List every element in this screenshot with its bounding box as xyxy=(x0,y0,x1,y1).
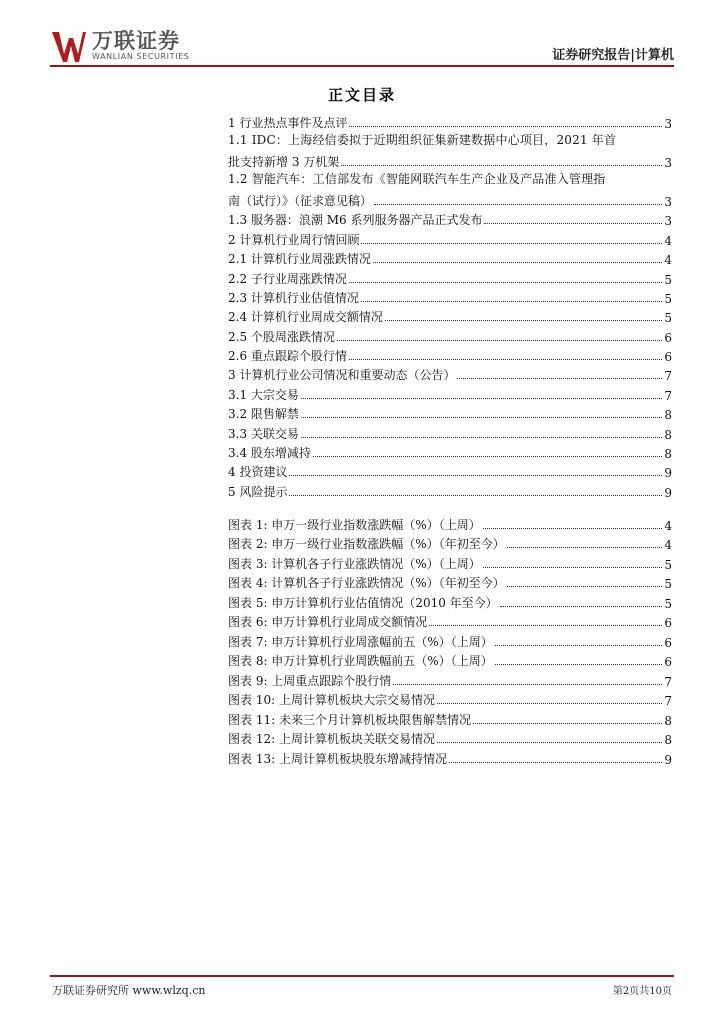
table-of-contents xyxy=(228,112,672,500)
toc-label: 2.2 子行业周涨跌情况 xyxy=(228,271,347,286)
toc-label: 1 行业热点事件及点评 xyxy=(228,116,348,131)
figure-entry[interactable] xyxy=(228,728,672,748)
figure-entry[interactable] xyxy=(228,611,672,631)
figure-leader xyxy=(437,742,662,743)
wanlian-logo-icon xyxy=(52,30,86,64)
toc-page: 5 xyxy=(664,272,672,287)
figure-page: 7 xyxy=(664,694,672,708)
toc-page: 9 xyxy=(664,466,672,481)
figure-label: 图表 13: 上周计算机板块股东增减持情况 xyxy=(228,751,447,766)
figure-page: 5 xyxy=(664,557,672,572)
toc-label: 2.1 计算机行业周涨跌情况 xyxy=(228,252,371,267)
toc-leader xyxy=(337,340,662,341)
toc-entry[interactable] xyxy=(228,190,672,209)
toc-page: 3 xyxy=(664,156,672,171)
toc-page: 8 xyxy=(664,427,672,442)
figure-entry[interactable] xyxy=(228,630,672,650)
toc-entry[interactable] xyxy=(228,151,672,170)
toc-entry-line1[interactable]: 1.2 智能汽车：工信部发布《智能网联汽车生产企业及产品准入管理指 xyxy=(228,172,606,187)
toc-leader xyxy=(349,359,662,360)
toc-leader xyxy=(457,378,662,379)
report-type: 证券研究报告|计算机 xyxy=(552,48,674,63)
toc-entry[interactable] xyxy=(228,112,672,131)
figure-page: 6 xyxy=(664,635,672,650)
figure-label: 图表 1: 申万一级行业指数涨跌幅（%）（上周） xyxy=(228,517,481,532)
toc-label: 2.6 重点跟踪个股行情 xyxy=(228,349,347,364)
figure-leader xyxy=(495,645,663,646)
toc-leader xyxy=(313,456,662,457)
figure-label: 图表 4: 计算机各子行业涨跌情况（%）（年初至今） xyxy=(228,576,505,590)
figure-page: 7 xyxy=(664,674,672,689)
toc-page: 7 xyxy=(664,369,672,384)
figure-entry[interactable] xyxy=(228,708,672,728)
figure-leader xyxy=(393,684,662,685)
toc-leader xyxy=(374,204,662,205)
brand-name-cn: 万联证券 xyxy=(92,29,180,53)
figure-label: 图表 11: 未来三个月计算机板块限售解禁情况 xyxy=(228,712,471,727)
toc-entry[interactable] xyxy=(228,403,672,422)
figure-entry[interactable] xyxy=(228,650,672,670)
figure-label: 图表 6: 申万计算机行业周成交额情况 xyxy=(228,615,428,629)
figure-label: 图表 7: 申万计算机行业周涨幅前五（%）（上周） xyxy=(228,634,493,649)
toc-label: 2.5 个股周涨跌情况 xyxy=(228,329,335,344)
figure-entry[interactable] xyxy=(228,591,672,611)
toc-page: 4 xyxy=(664,253,672,268)
figure-label: 图表 2: 申万一级行业指数涨跌幅（%）（年初至今） xyxy=(228,537,505,551)
figure-page: 5 xyxy=(664,596,672,611)
toc-page: 5 xyxy=(664,291,672,306)
figure-entry[interactable] xyxy=(228,513,672,533)
footer-source: 万联证券研究所 www.wlzq.cn xyxy=(52,984,206,997)
toc-page: 3 xyxy=(664,214,672,229)
figure-leader xyxy=(507,586,663,587)
toc-leader xyxy=(385,320,662,321)
page-number: 第2页共10页 xyxy=(612,986,672,997)
toc-entry[interactable] xyxy=(228,267,672,286)
figure-leader xyxy=(483,567,663,568)
toc-leader xyxy=(289,495,662,496)
toc-entry[interactable] xyxy=(228,422,672,441)
toc-entry[interactable] xyxy=(228,383,672,402)
brand-logo xyxy=(52,30,189,64)
list-of-figures xyxy=(228,513,672,767)
toc-page: 3 xyxy=(664,117,672,132)
header-divider xyxy=(50,65,674,67)
figure-label: 图表 3: 计算机各子行业涨跌情况（%）（上周） xyxy=(228,556,481,571)
figure-entry[interactable] xyxy=(228,669,672,689)
figure-label: 图表 10: 上周计算机板块大宗交易情况 xyxy=(228,693,435,707)
toc-entry-line1[interactable]: 1.1 IDC：上海经信委拟于近期组织征集新建数据中心项目，2021 年首 xyxy=(228,133,617,148)
figure-leader xyxy=(429,625,662,626)
brand-name-en: WANLIAN SECURITIES xyxy=(92,52,190,61)
toc-entry[interactable] xyxy=(228,306,672,325)
figure-label: 图表 5: 申万计算机行业估值情况（2010 年至今） xyxy=(228,595,498,610)
figure-page: 6 xyxy=(664,616,672,630)
figure-page: 8 xyxy=(664,733,672,747)
toc-page: 8 xyxy=(664,447,672,462)
toc-label: 1.3 服务器：浪潮 M6 系列服务器产品正式发布 xyxy=(228,213,483,228)
figure-page: 6 xyxy=(664,655,672,669)
figure-label: 图表 9: 上周重点跟踪个股行情 xyxy=(228,673,392,688)
toc-label: 2 计算机行业周行情回顾 xyxy=(228,232,360,247)
toc-entry[interactable] xyxy=(228,442,672,461)
toc-entry[interactable] xyxy=(228,480,672,499)
toc-page: 6 xyxy=(664,350,672,365)
figure-entry[interactable] xyxy=(228,572,672,592)
figure-page: 5 xyxy=(664,577,672,591)
toc-label: 3.3 关联交易 xyxy=(228,426,299,441)
toc-page: 5 xyxy=(664,311,672,326)
toc-leader xyxy=(301,437,662,438)
toc-page: 3 xyxy=(664,194,672,209)
figure-label: 图表 8: 申万计算机行业周跌幅前五（%）（上周） xyxy=(228,654,493,668)
figure-leader xyxy=(507,547,663,548)
toc-leader xyxy=(373,262,662,263)
figure-entry[interactable] xyxy=(228,747,672,767)
toc-entry[interactable] xyxy=(228,287,672,306)
footer-divider xyxy=(50,975,674,977)
toc-label: 5 风险提示 xyxy=(228,484,288,499)
toc-leader xyxy=(301,398,662,399)
figure-leader xyxy=(473,723,662,724)
toc-leader xyxy=(289,475,662,476)
toc-label: 3.1 大宗交易 xyxy=(228,387,299,402)
figure-page: 9 xyxy=(664,752,672,767)
toc-page: 8 xyxy=(664,408,672,423)
toc-label: 3.2 限售解禁 xyxy=(228,407,299,422)
toc-page: 4 xyxy=(664,233,672,248)
toc-leader xyxy=(349,126,662,127)
toc-label: 2.3 计算机行业估值情况 xyxy=(228,290,359,305)
toc-page: 9 xyxy=(664,485,672,500)
toc-label: 批支持新增 3 万机架 xyxy=(228,155,340,170)
figure-page: 4 xyxy=(664,518,672,533)
toc-label: 4 投资建议 xyxy=(228,465,288,480)
toc-leader xyxy=(361,301,662,302)
toc-page: 7 xyxy=(664,388,672,403)
figure-leader xyxy=(483,528,663,529)
figure-leader xyxy=(495,664,663,665)
figure-leader xyxy=(500,606,663,607)
toc-entry[interactable] xyxy=(228,461,672,480)
page-title: 正文目录 xyxy=(327,86,396,104)
toc-entry[interactable] xyxy=(228,228,672,247)
toc-entry[interactable] xyxy=(228,364,672,383)
figure-leader xyxy=(449,762,662,763)
figure-label: 图表 12: 上周计算机板块关联交易情况 xyxy=(228,732,435,746)
toc-label: 3 计算机行业公司情况和重要动态（公告） xyxy=(228,368,456,383)
toc-page: 6 xyxy=(664,330,672,345)
toc-leader xyxy=(349,282,662,283)
toc-label: 3.4 股东增减持 xyxy=(228,446,311,461)
page-header xyxy=(0,0,724,70)
toc-entry[interactable] xyxy=(228,325,672,344)
figure-page: 8 xyxy=(664,713,672,728)
toc-entry[interactable] xyxy=(228,209,672,228)
toc-leader xyxy=(341,165,662,166)
toc-label: 2.4 计算机行业周成交额情况 xyxy=(228,310,383,325)
figure-entry[interactable] xyxy=(228,533,672,553)
figure-entry[interactable] xyxy=(228,552,672,572)
toc-leader xyxy=(361,243,662,244)
toc-label: 南（试行）》（征求意见稿） xyxy=(228,193,373,208)
toc-leader xyxy=(484,223,662,224)
toc-leader xyxy=(301,417,662,418)
toc-entry[interactable] xyxy=(228,345,672,364)
figure-leader xyxy=(437,703,662,704)
figure-page: 4 xyxy=(664,538,672,552)
figure-entry[interactable] xyxy=(228,689,672,709)
toc-entry[interactable] xyxy=(228,248,672,267)
